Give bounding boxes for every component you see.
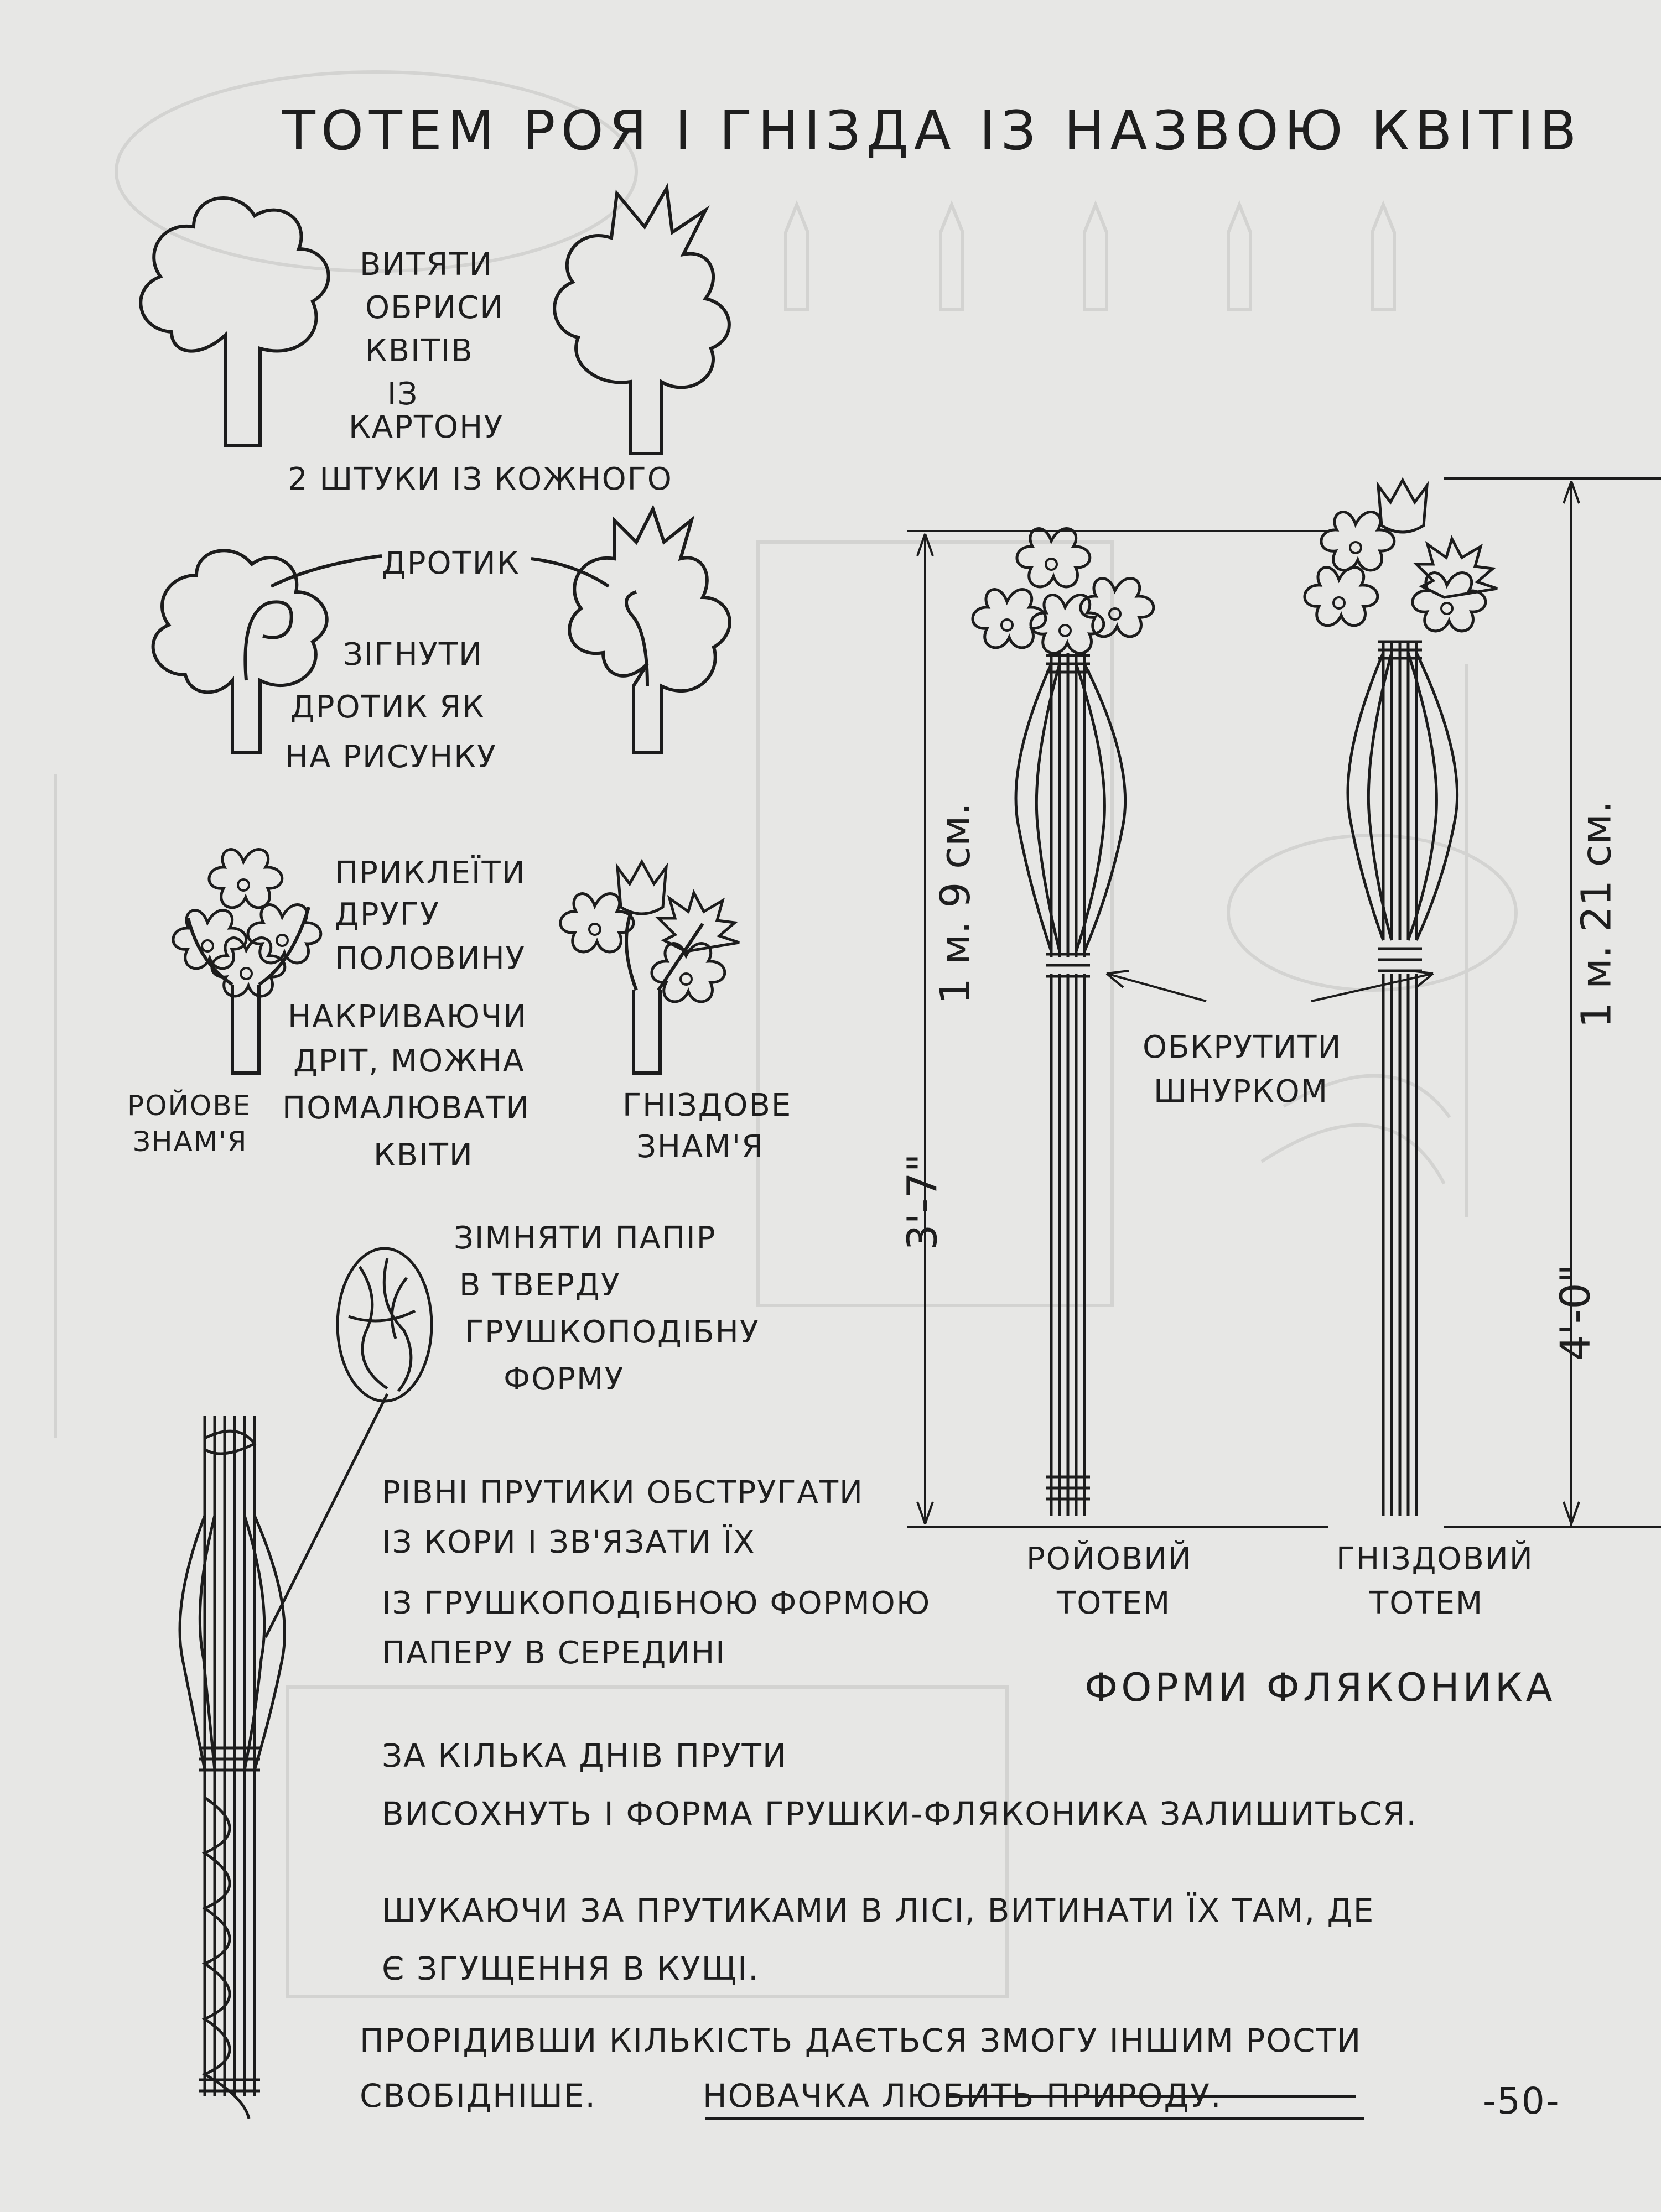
swarm-totem-drawing [973, 529, 1154, 1516]
step-rods-line-4: ПАПЕРУ В СЕРЕДИНІ [382, 1635, 726, 1671]
wire-tulip-flower [531, 509, 730, 752]
dimension-lines [705, 478, 1661, 2119]
step-paper-line-2: В ТВЕРДУ [459, 1267, 621, 1303]
swarm-totem-label-1: РОЙОВИЙ [1026, 1541, 1193, 1577]
swarm-banner-label-1: РОЙОВЕ [127, 1090, 252, 1122]
step-glue-line-2: ДРУГУ [335, 897, 440, 933]
nest-totem-label-2: ТОТЕМ [1369, 1585, 1484, 1621]
swarm-height-metric: 1 м. 9 см. [932, 802, 980, 1004]
swarm-height-imperial: 3'-7" [899, 1153, 947, 1251]
note-line-3: ШУКАЮЧИ ЗА ПРУТИКАМИ В ЛІСІ, ВИТИНАТИ ЇХ ТАМ, ДЕ [382, 1892, 1375, 1929]
page-title: ТОТЕМ РОЯ І ГНІЗДА ІЗ НАЗВОЮ КВІТІВ [282, 100, 1582, 163]
step-glue-line-3: ПОЛОВИНУ [335, 941, 526, 977]
wrap-label-2: ШНУРКОМ [1154, 1074, 1329, 1110]
note-line-4: Є ЗГУЩЕННЯ В КУЩІ. [382, 1950, 760, 1987]
rod-bundle-drawing [180, 1416, 284, 2119]
nest-banner-drawing [560, 862, 739, 1073]
nest-height-metric: 1 м. 21 см. [1572, 800, 1621, 1028]
step-glue-line-5: ДРІТ, МОЖНА [293, 1043, 525, 1079]
bottle-shapes-title: ФОРМИ ФЛЯКОНИКА [1084, 1665, 1556, 1710]
note-line-6: СВОБІДНІШЕ. [360, 2077, 596, 2115]
note-line-7: НОВАЧКА ЛЮБИТЬ ПРИРОДУ. [703, 2077, 1222, 2115]
step-paper-line-4: ФОРМУ [504, 1361, 625, 1397]
cutout-tulip-shape [554, 188, 729, 454]
step-glue-line-6: ПОМАЛЮВАТИ [282, 1090, 531, 1126]
wrap-label-1: ОБКРУТИТИ [1143, 1029, 1342, 1065]
step-bend-line-3: НА РИСУНКУ [285, 739, 497, 775]
step-rods-line-3: ІЗ ГРУШКОПОДІБНОЮ ФОРМОЮ [382, 1585, 931, 1621]
swarm-totem-label-2: ТОТЕМ [1057, 1585, 1171, 1621]
swarm-banner-label-2: ЗНАМ'Я [133, 1126, 248, 1158]
step-paper-line-3: ГРУШКОПОДІБНУ [465, 1314, 760, 1350]
step-cut-line-2: ОБРИСИ [365, 290, 505, 326]
step-cut-line-1: ВИТЯТИ [360, 247, 494, 283]
step-glue-line-4: НАКРИВАЮЧИ [288, 999, 528, 1035]
page-number: -50- [1483, 2080, 1560, 2122]
nest-height-imperial: 4'-0" [1551, 1264, 1600, 1361]
crumpled-paper-drawing [266, 1248, 432, 1637]
nest-banner-label-2: ЗНАМ'Я [636, 1129, 764, 1165]
step-glue-line-7: КВІТИ [373, 1137, 474, 1173]
step-rods-line-1: РІВНІ ПРУТИКИ ОБСТРУГАТИ [382, 1475, 864, 1511]
note-line-2: ВИСОХНУТЬ І ФОРМА ГРУШКИ-ФЛЯКОНИКА ЗАЛИШИТЬСЯ. [382, 1795, 1418, 1833]
nest-totem-drawing [1305, 480, 1497, 1516]
nest-banner-label-1: ГНІЗДОВЕ [622, 1087, 792, 1123]
step-rods-line-2: ІЗ КОРИ І ЗВ'ЯЗАТИ ЇХ [382, 1524, 756, 1560]
wire-label: ДРОТИК [382, 545, 520, 581]
step-cut-line-4: ІЗ [387, 376, 419, 412]
step-cut-line-5: КАРТОНУ [349, 409, 504, 445]
cutout-round-flower [141, 198, 328, 445]
step-glue-line-1: ПРИКЛЕЇТИ [335, 855, 526, 891]
step-bend-line-1: ЗІГНУТИ [343, 637, 483, 673]
step-paper-line-1: ЗІМНЯТИ ПАПІР [454, 1220, 717, 1256]
note-line-1: ЗА КІЛЬКА ДНІВ ПРУТИ [382, 1737, 788, 1774]
step-two-each: 2 ШТУКИ ІЗ КОЖНОГО [288, 461, 673, 497]
step-bend-line-2: ДРОТИК ЯК [290, 689, 485, 725]
step-cut-line-3: КВІТІВ [365, 333, 474, 369]
note-line-5: ПРОРІДИВШИ КІЛЬКІСТЬ ДАЄТЬСЯ ЗМОГУ ІНШИМ РОСТИ [360, 2022, 1362, 2059]
nest-totem-label-1: ГНІЗДОВИЙ [1336, 1541, 1534, 1577]
